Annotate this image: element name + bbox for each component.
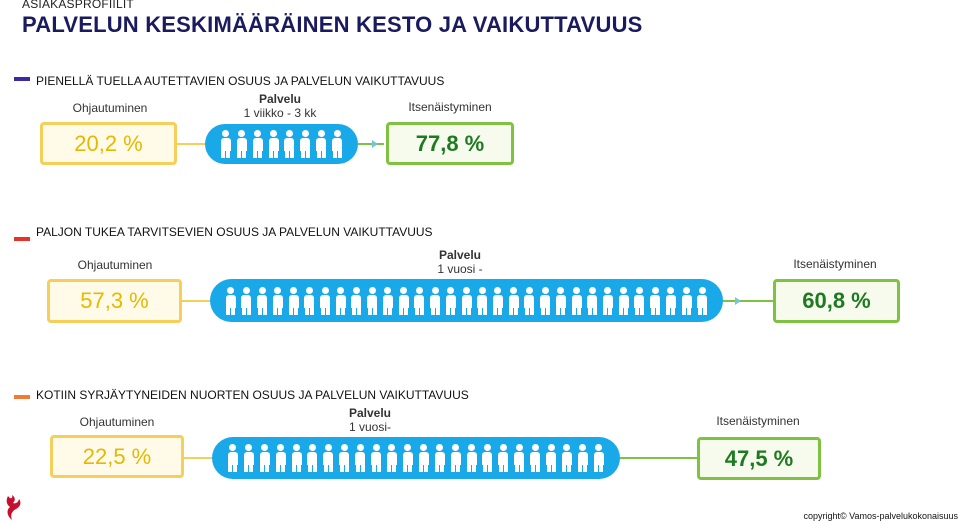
- person-icon: [273, 287, 283, 315]
- section-1-right-value: 77,8 %: [386, 122, 514, 165]
- person-icon: [446, 287, 456, 315]
- section-3-marker: [14, 395, 30, 399]
- person-icon: [351, 287, 361, 315]
- section-1-left-label: Ohjautuminen: [72, 101, 148, 115]
- person-icon: [307, 444, 317, 472]
- person-icon: [482, 444, 492, 472]
- person-icon: [244, 444, 254, 472]
- section-2-left-value: 57,3 %: [47, 279, 182, 323]
- person-icon: [403, 444, 413, 472]
- section-3-right-label: Itsenäistyminen: [716, 414, 800, 428]
- person-icon: [320, 287, 330, 315]
- section-2-marker: [14, 237, 30, 241]
- person-icon: [634, 287, 644, 315]
- person-icon: [260, 444, 270, 472]
- section-3-left-value: 22,5 %: [50, 435, 184, 478]
- person-icon: [587, 287, 597, 315]
- person-icon: [269, 130, 279, 158]
- person-icon: [253, 130, 263, 158]
- section-1-marker: [14, 77, 30, 81]
- person-icon: [682, 287, 692, 315]
- person-icon: [467, 444, 477, 472]
- person-icon: [666, 287, 676, 315]
- person-icon: [226, 287, 236, 315]
- person-icon: [462, 287, 472, 315]
- person-icon: [546, 444, 556, 472]
- person-icon: [323, 444, 333, 472]
- person-icon: [257, 287, 267, 315]
- section-3-connector-right: [620, 457, 697, 459]
- person-icon: [477, 287, 487, 315]
- person-icon: [355, 444, 365, 472]
- person-icon: [556, 287, 566, 315]
- section-2-title: PALJON TUKEA TARVITSEVIEN OSUUS JA PALVELUN VAIKUTTAVUUS: [36, 225, 433, 239]
- person-icon: [276, 444, 286, 472]
- person-icon: [697, 287, 707, 315]
- person-icon: [530, 444, 540, 472]
- person-icon: [300, 130, 310, 158]
- person-icon: [493, 287, 503, 315]
- section-2-people-bar: [210, 279, 723, 322]
- section-2-right-label: Itsenäistyminen: [793, 257, 877, 271]
- section-1-people-bar: [205, 124, 358, 164]
- section-2-right-value: 60,8 %: [773, 279, 900, 323]
- section-3-service-duration: 1 vuosi-: [348, 420, 392, 434]
- section-1-title: PIENELLÄ TUELLA AUTETTAVIEN OSUUS JA PALVELUN VAIKUTTAVUUS: [36, 74, 445, 88]
- vamos-logo: [4, 494, 24, 522]
- person-icon: [514, 444, 524, 472]
- person-icon: [540, 287, 550, 315]
- person-icon: [414, 287, 424, 315]
- section-3-service-name: Palvelu: [348, 406, 392, 420]
- person-icon: [509, 287, 519, 315]
- section-2-service-duration: 1 vuosi -: [437, 262, 483, 276]
- person-icon: [241, 287, 251, 315]
- person-icon: [367, 287, 377, 315]
- person-icon: [435, 444, 445, 472]
- person-icon: [332, 130, 342, 158]
- person-icon: [316, 130, 326, 158]
- section-1-connector-left: [177, 143, 207, 145]
- person-icon: [562, 444, 572, 472]
- person-icon: [619, 287, 629, 315]
- person-icon: [603, 287, 613, 315]
- person-icon: [650, 287, 660, 315]
- section-1-left-value: 20,2 %: [40, 122, 177, 165]
- person-icon: [387, 444, 397, 472]
- person-icon: [430, 287, 440, 315]
- page-title: PALVELUN KESKIMÄÄRÄINEN KESTO JA VAIKUTTAVUUS: [22, 12, 643, 37]
- person-icon: [524, 287, 534, 315]
- section-3-left-label: Ohjautuminen: [79, 415, 155, 429]
- person-icon: [498, 444, 508, 472]
- person-icon: [399, 287, 409, 315]
- person-icon: [572, 287, 582, 315]
- section-1-connector-right: [358, 143, 384, 145]
- section-1-arrow-icon: [372, 140, 378, 148]
- person-icon: [383, 287, 393, 315]
- section-3-right-value: 47,5 %: [697, 437, 821, 480]
- person-icon: [371, 444, 381, 472]
- section-1-service-label: [205, 92, 355, 120]
- section-2-connector-left: [182, 300, 212, 302]
- section-3-title: KOTIIN SYRJÄYTYNEIDEN NUORTEN OSUUS JA PALVELUN VAIKUTTAVUUS: [36, 388, 469, 402]
- person-icon: [228, 444, 238, 472]
- person-icon: [289, 287, 299, 315]
- person-icon: [292, 444, 302, 472]
- person-icon: [578, 444, 588, 472]
- section-2-service-name: Palvelu: [438, 248, 482, 262]
- person-icon: [339, 444, 349, 472]
- section-1-service-name: Palvelu: [258, 92, 302, 106]
- person-icon: [221, 130, 231, 158]
- section-2-arrow-icon: [735, 297, 741, 305]
- person-icon: [594, 444, 604, 472]
- section-1-right-label: Itsenäistyminen: [408, 100, 492, 114]
- section-2-left-label: Ohjautuminen: [77, 258, 153, 272]
- section-3-connector-left: [184, 457, 214, 459]
- person-icon: [284, 130, 294, 158]
- section-2-service-label: [390, 248, 530, 276]
- copyright-text: copyright© Vamos-palvelukokonaisuus: [803, 511, 958, 521]
- section-3-people-bar: [212, 437, 620, 479]
- section-2-connector-right: [723, 300, 773, 302]
- section-1-service-duration: 1 viikko - 3 kk: [243, 106, 317, 120]
- person-icon: [237, 130, 247, 158]
- person-icon: [419, 444, 429, 472]
- page-kicker: ASIAKASPROFIILIT: [22, 0, 134, 11]
- section-3-service-label: [300, 406, 440, 434]
- person-icon: [451, 444, 461, 472]
- person-icon: [336, 287, 346, 315]
- person-icon: [304, 287, 314, 315]
